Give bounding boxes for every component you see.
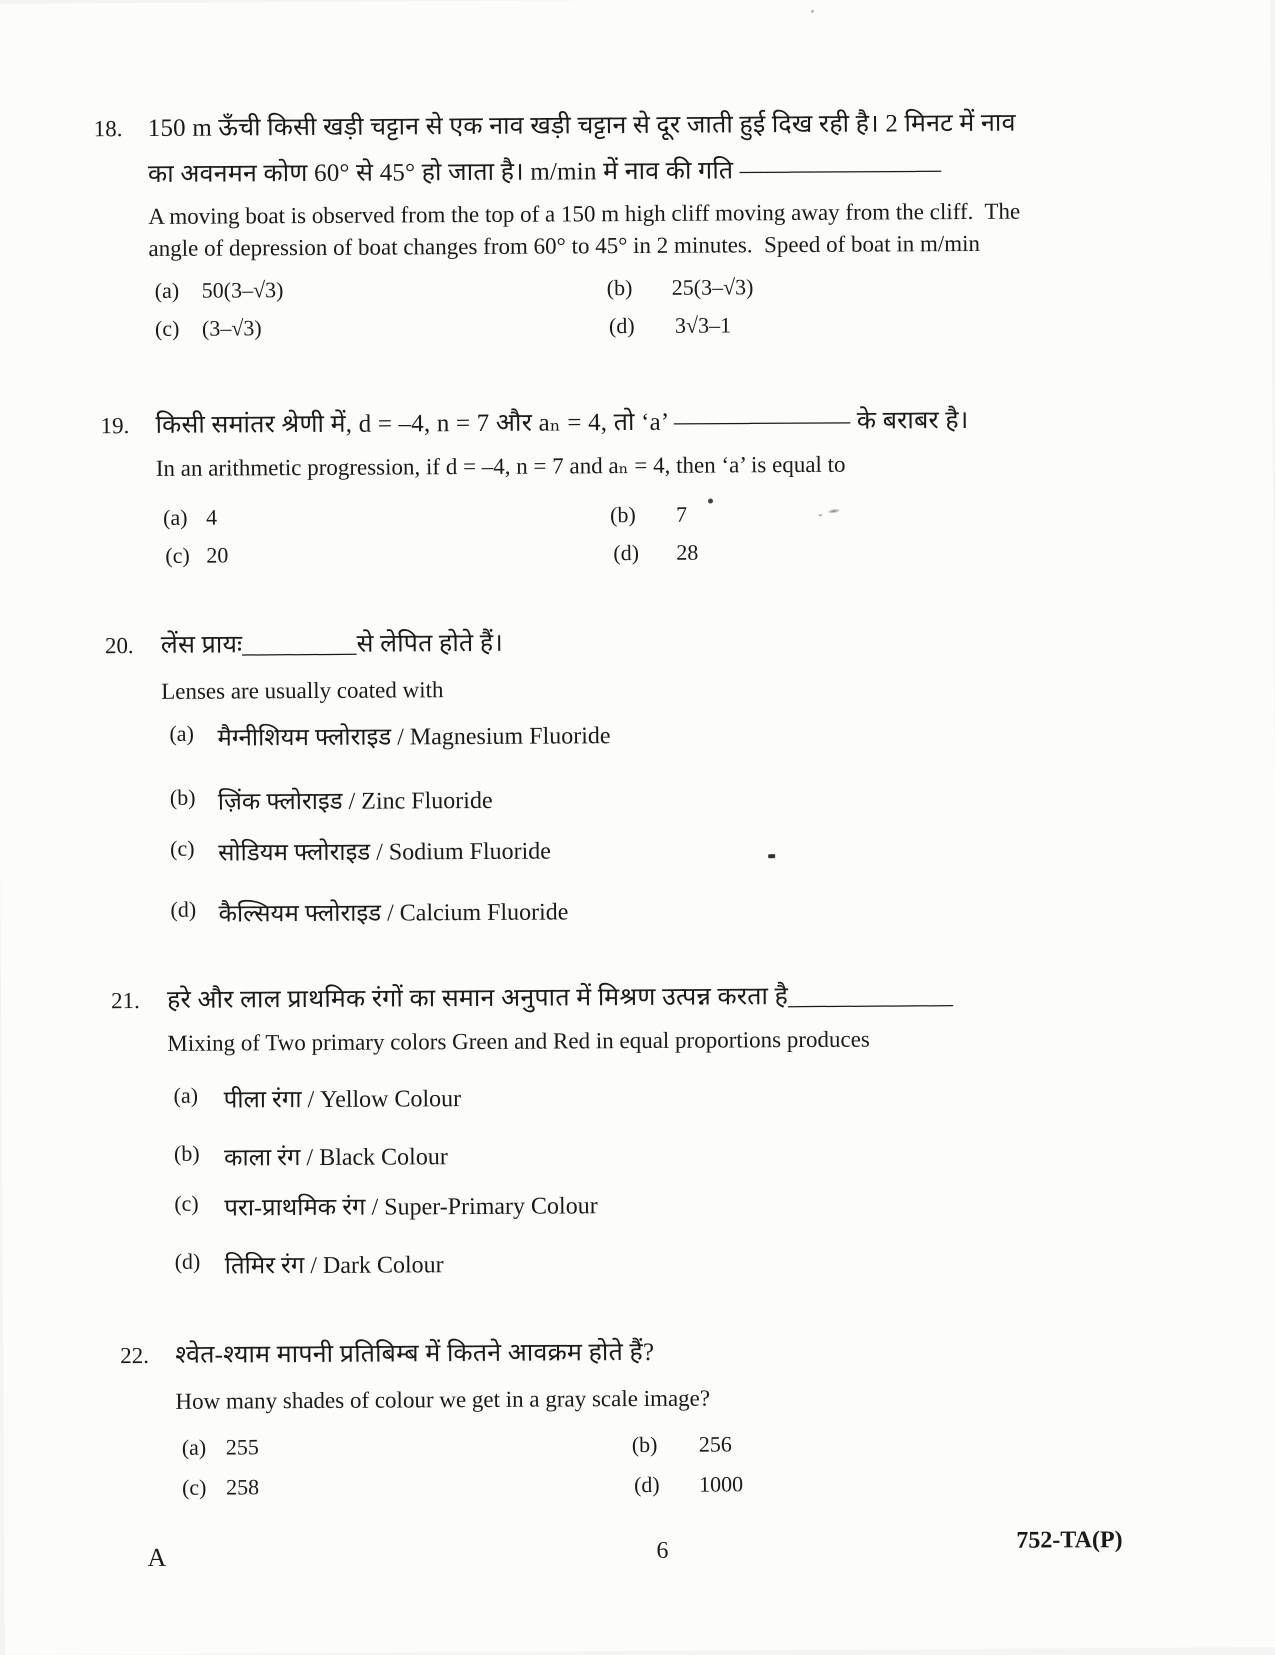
- option-value: सोडियम फ्लोराइड / Sodium Fluoride: [218, 838, 551, 867]
- option-label: (d): [613, 539, 640, 566]
- question-20: [0, 616, 1275, 938]
- option-label: (a): [173, 1082, 199, 1108]
- option-label: (b): [606, 275, 633, 301]
- option-label: (c): [181, 1474, 207, 1500]
- option-label: (d): [608, 313, 635, 339]
- question-22: [3, 1326, 1275, 1516]
- options-row: [162, 778, 1275, 825]
- question-number: 19.: [100, 413, 130, 439]
- option-label: (a): [181, 1434, 207, 1460]
- question-text-hindi: हरे और लाल प्राथमिक रंगों का समान अनुपात में मिश्रण उत्पन्न करता है_____________: [166, 982, 954, 1014]
- question-text-english: Lenses are usually coated with: [161, 677, 444, 704]
- option-value: 1000: [698, 1471, 744, 1497]
- option-label: (a): [163, 504, 188, 530]
- option-value: 50(3–√3): [201, 277, 284, 303]
- options-row: [161, 714, 1274, 761]
- option-label: (b): [631, 1431, 658, 1458]
- option-label: (d): [174, 1248, 201, 1274]
- options-row: [176, 1428, 1275, 1475]
- page-number: 6: [656, 1537, 669, 1564]
- option-value: 28: [676, 539, 699, 565]
- option-value: 256: [698, 1431, 732, 1457]
- options-row: [149, 309, 1272, 354]
- option-value: 25(3–√3): [671, 274, 754, 300]
- options-row: [168, 1134, 1275, 1181]
- option-value: 258: [225, 1474, 260, 1500]
- question-number: 18.: [93, 116, 123, 142]
- question-text-english: angle of depression of boat changes from 60° to 45° in 2 minutes. Speed of boat in m/min: [148, 230, 981, 261]
- option-value: 7: [676, 501, 688, 527]
- option-label: (d): [170, 896, 197, 922]
- option-value: 3√3–1: [674, 312, 732, 338]
- option-value: कैल्सियम फ्लोराइड / Calcium Fluoride: [218, 899, 569, 928]
- option-label: (c): [174, 1190, 199, 1216]
- option-value: (3–√3): [201, 315, 262, 341]
- option-value: पीला रंगा / Yellow Colour: [223, 1086, 462, 1114]
- question-18: [0, 99, 1272, 355]
- question-text-hindi: 150 m ऊँची किसी खड़ी चट्टान से एक नाव खड़ी चट्टान से दूर जाती हुई दिख रही है। 2 मिनट में नाव: [147, 109, 1016, 142]
- option-value: मैग्नीशियम फ्लोराइड / Magnesium Fluoride: [217, 723, 611, 752]
- option-label: (b): [169, 784, 196, 810]
- scan-artifact: [768, 854, 775, 858]
- option-value: 4: [206, 504, 218, 530]
- option-label: (c): [165, 542, 190, 568]
- question-text-english: How many shades of colour we get in a gray scale image?: [175, 1385, 711, 1414]
- option-label: (c): [154, 315, 180, 341]
- option-label: (b): [610, 502, 636, 528]
- option-value: परा-प्राथमिक रंग / Super-Primary Colour: [224, 1193, 598, 1222]
- option-label: (a): [169, 720, 194, 746]
- options-row: [169, 1242, 1275, 1289]
- question-21: [1, 971, 1275, 1290]
- option-value: 255: [225, 1434, 259, 1460]
- question-text-hindi: लेंस प्रायः_________से लेपित होते हैं।: [160, 629, 504, 659]
- question-text-hindi: का अवनमन कोण 60° से 45° हो जाता है। m/min में नाव की गति ————————: [147, 156, 942, 188]
- question-text-hindi: श्वेत-श्याम मापनी प्रतिबिम्ब में कितने आवक्रम होते हैं?: [175, 1338, 655, 1369]
- question-text-english: Mixing of Two primary colors Green and Red in equal proportions produces: [167, 1026, 870, 1056]
- options-row: [168, 1076, 1275, 1123]
- option-value: ज़िंक फ्लोराइड / Zinc Fluoride: [217, 787, 493, 816]
- scan-artifact: [811, 10, 814, 13]
- set-code: A: [147, 1542, 167, 1573]
- options-row: [168, 1184, 1275, 1231]
- options-row: [162, 890, 1275, 937]
- paper-code: 752-TA(P): [1016, 1527, 1123, 1554]
- option-value: 20: [206, 542, 229, 568]
- question-text-english: A moving boat is observed from the top of a 150 m high cliff moving away from the cliff. The: [148, 198, 1021, 229]
- option-value: काला रंग / Black Colour: [223, 1144, 448, 1172]
- question-number: 21.: [110, 988, 140, 1014]
- option-label: (b): [173, 1140, 200, 1166]
- options-row: [162, 829, 1275, 876]
- question-19: [0, 396, 1273, 582]
- option-label: (a): [154, 277, 180, 303]
- question-text-hindi: किसी समांतर श्रेणी में, d = –4, n = 7 और aₙ = 4, तो ‘a’ ——————— के बराबर है।: [155, 406, 969, 439]
- scan-artifact: [708, 499, 713, 504]
- option-label: (d): [633, 1471, 660, 1498]
- question-text-english: In an arithmetic progression, if d = –4, n = 7 and aₙ = 4, then ‘a’ is equal to: [155, 451, 846, 481]
- option-value: तिमिर रंग / Dark Colour: [224, 1252, 444, 1280]
- options-row: [156, 536, 1273, 581]
- question-number: 20.: [104, 633, 134, 659]
- options-row: [176, 1468, 1275, 1515]
- question-number: 22.: [120, 1342, 150, 1369]
- option-label: (c): [170, 835, 195, 861]
